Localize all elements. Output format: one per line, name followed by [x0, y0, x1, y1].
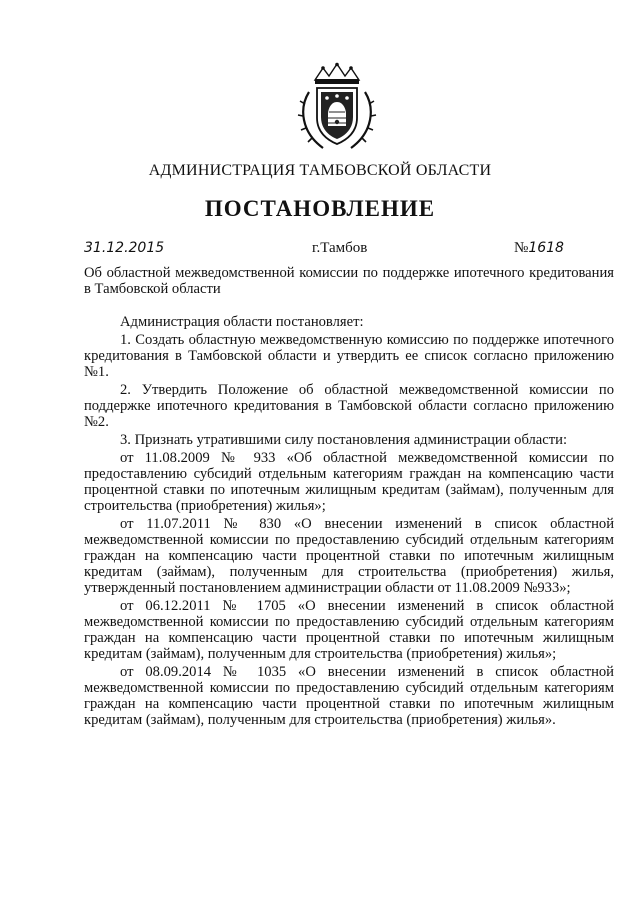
repealed-act-1: от 11.08.2009 № 933 «Об областной межведомственной комиссии по предоставлению субсидий отдельным категориям граждан на компенсацию части процентной ставки по ипотечным жилищным кредитам (займам), полученным для строительства (приобретения) жилья»;: [84, 450, 614, 514]
number-prefix: №: [514, 240, 529, 256]
clause-1: 1. Создать областную межведомственную комиссию по поддержке ипотечного кредитования в Тамбовской области и утвердить ее список согласно приложению №1.: [84, 332, 614, 380]
organization-name: АДМИНИСТРАЦИЯ ТАМБОВСКОЙ ОБЛАСТИ: [148, 162, 492, 179]
intro-paragraph: Администрация области постановляет:: [120, 314, 364, 330]
clause-3: 3. Признать утратившими силу постановления администрации области:: [120, 432, 567, 448]
document-number: [514, 240, 564, 257]
document-date: 31.12.2015: [84, 240, 165, 256]
document-city: г.Тамбов: [312, 240, 368, 256]
tambov-coat-of-arms-icon: [295, 62, 379, 154]
document-body: [84, 314, 614, 730]
repealed-act-3: от 06.12.2011 № 1705 «О внесении изменений в список областной межведомственной комиссии по предоставлению субсидий отдельным категориям граждан на компенсацию части процентной ставки по ипотечным жилищным кредитам (займам), полученным для строительства (приобретения) жилья»;: [84, 598, 614, 662]
document-type-title: ПОСТАНОВЛЕНИЕ: [204, 196, 436, 221]
document-subject: Об областной межведомственной комиссии по поддержке ипотечного кредитования в Тамбовской области: [84, 265, 614, 297]
number-value: 1618: [528, 240, 564, 256]
repealed-act-4: от 08.09.2014 № 1035 «О внесении изменений в список областной межведомственной комиссии по предоставлению субсидий отдельным категориям граждан на компенсацию части процентной ставки по ипотечным жилищным кредитам (займам), полученным для строительства (приобретения) жилья».: [84, 664, 614, 728]
clause-2: 2. Утвердить Положение об областной межведомственной комиссии по поддержке ипотечного кредитования в Тамбовской области согласно приложению №2.: [84, 382, 614, 430]
repealed-act-2: от 11.07.2011 № 830 «О внесении изменений в список областной межведомственной комиссии по предоставлению субсидий отдельным категориям граждан на компенсацию части процентной ставки по ипотечным жилищным кредитам (займам), полученным для строительства (приобретения) жилья, утвержденный постановлением администрации области от 11.08.2009 №933»;: [84, 516, 614, 596]
